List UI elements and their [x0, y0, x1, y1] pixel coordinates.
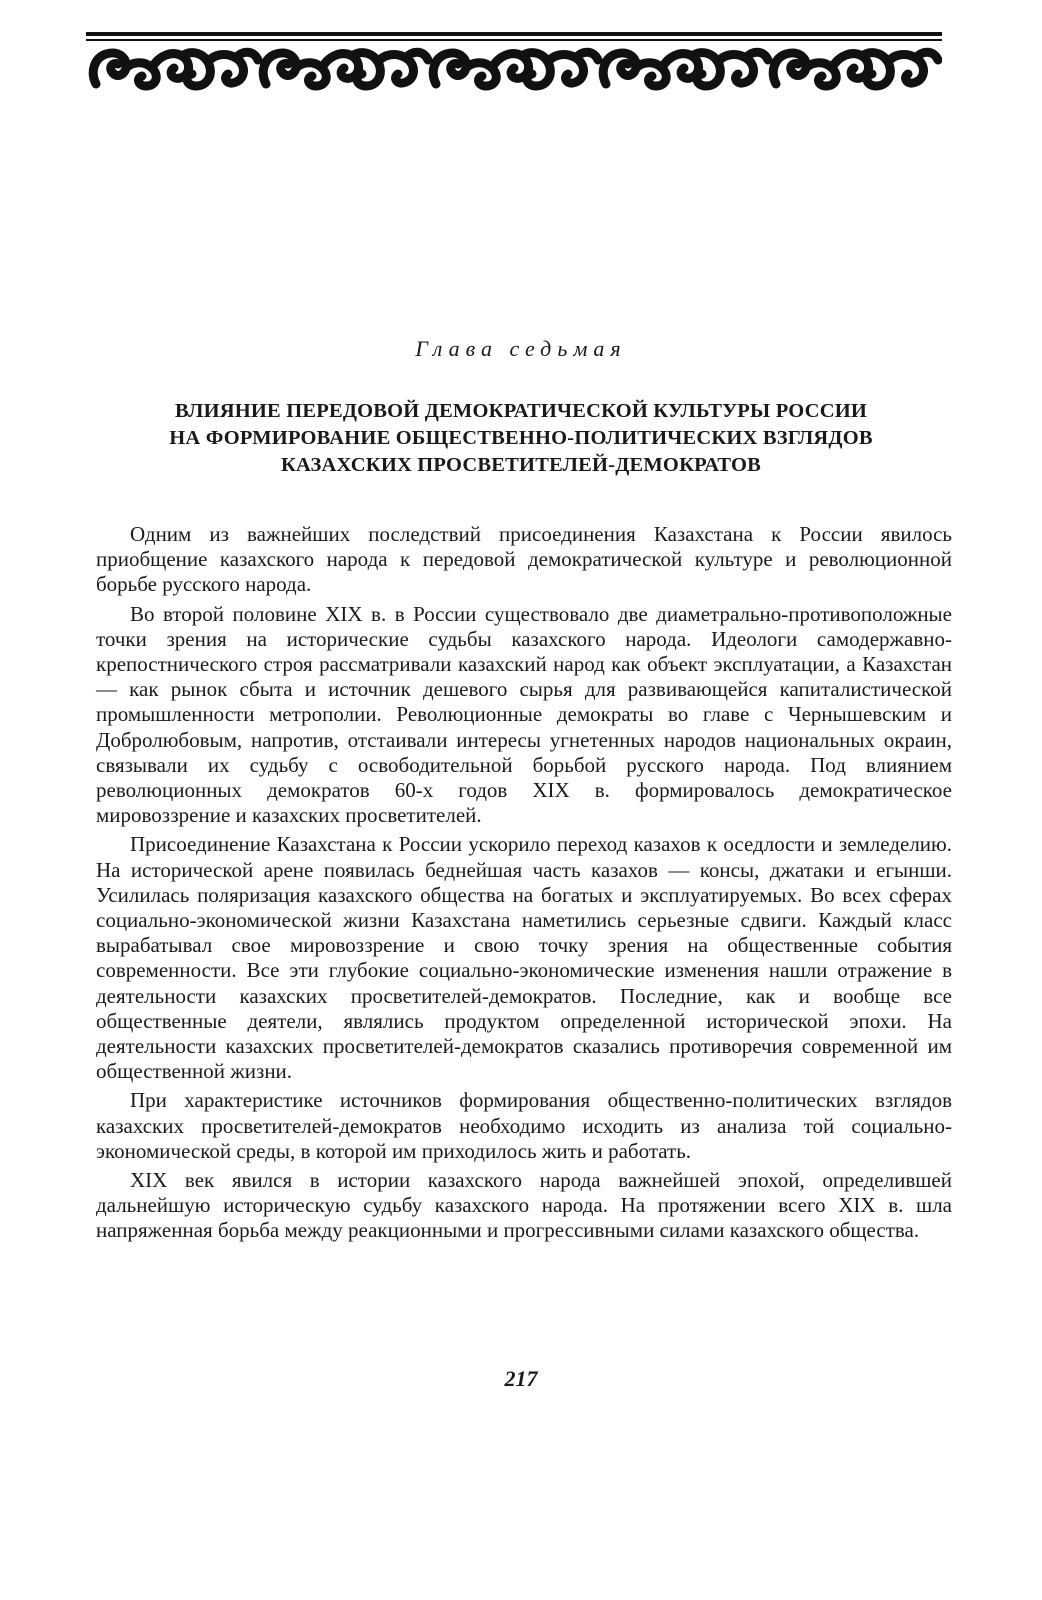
chapter-title-line: КАЗАХСКИХ ПРОСВЕТИТЕЛЕЙ-ДЕМОКРАТОВ [280, 454, 762, 476]
chapter-title-line: НА ФОРМИРОВАНИЕ ОБЩЕСТВЕННО-ПОЛИТИЧЕСКИХ ВЗГЛЯДОВ [169, 427, 873, 449]
ornament-border-icon [86, 32, 942, 92]
paragraph: Во второй половине XIX в. в России существовало две диаметрально-противоположные точки зрения на исторические судьбы казахского народа. Идеологи самодержавно-крепостнического строя рассматривали казахский народ как объект эксплуатации, а Казахстан — как рынок сбыта и источник дешевого сырья для развивающейся капиталистической промышленности метрополии. Революционные демократы во главе с Чернышевским и Добролюбовым, напротив, отстаивали интересы угнетенных народов национальных окраин, связывали их судьбу с освободительной борьбой русского народа. Под влиянием революционных демократов 60-х годов XIX в. формировалось демократическое мировоззрение и казахских просветителей. [96, 601, 952, 828]
paragraph: При характеристике источников формирования общественно-политических взглядов казахских просветителей-демократов необходимо исходить из анализа той социально-экономической среды, в которой им приходилось жить и работать. [96, 1088, 952, 1163]
body-text [96, 522, 952, 1248]
page-number: 217 [504, 1366, 538, 1391]
chapter-label: Глава седьмая [415, 336, 627, 361]
paragraph: Присоединение Казахстана к России ускорило переход казахов к оседлости и земледелию. На исторической арене появилась беднейшая часть казахов — консы, джатаки и егынши. Усилилась поляризация казахского общества на богатых и эксплуатируемых. Во всех сферах социально-экономической жизни Казахстана наметились серьезные сдвиги. Каждый класс вырабатывал свое мировоззрение и свою точку зрения на общественные события современности. Все эти глубокие социально-экономические изменения нашли отражение в деятельности казахских просветителей-демократов. Последние, как и вообще все общественные деятели, являлись продуктом определенной исторической эпохи. На деятельности казахских просветителей-демократов сказались противоречия современной им общественной жизни. [96, 832, 952, 1084]
paragraph: Одним из важнейших последствий присоединения Казахстана к России явилось приобщение казахского народа к передовой демократической культуре и революционной борьбе русского народа. [96, 522, 952, 597]
paragraph: XIX век явился в истории казахского народа важнейшей эпохой, определившей дальнейшую историческую судьбу казахского народа. На протяжении всего XIX в. шла напряженная борьба между реакционными и прогрессивными силами казахского общества. [96, 1168, 952, 1243]
chapter-title [90, 398, 952, 479]
chapter-title-line: ВЛИЯНИЕ ПЕРЕДОВОЙ ДЕМОКРАТИЧЕСКОЙ КУЛЬТУРЫ РОССИИ [175, 400, 867, 422]
